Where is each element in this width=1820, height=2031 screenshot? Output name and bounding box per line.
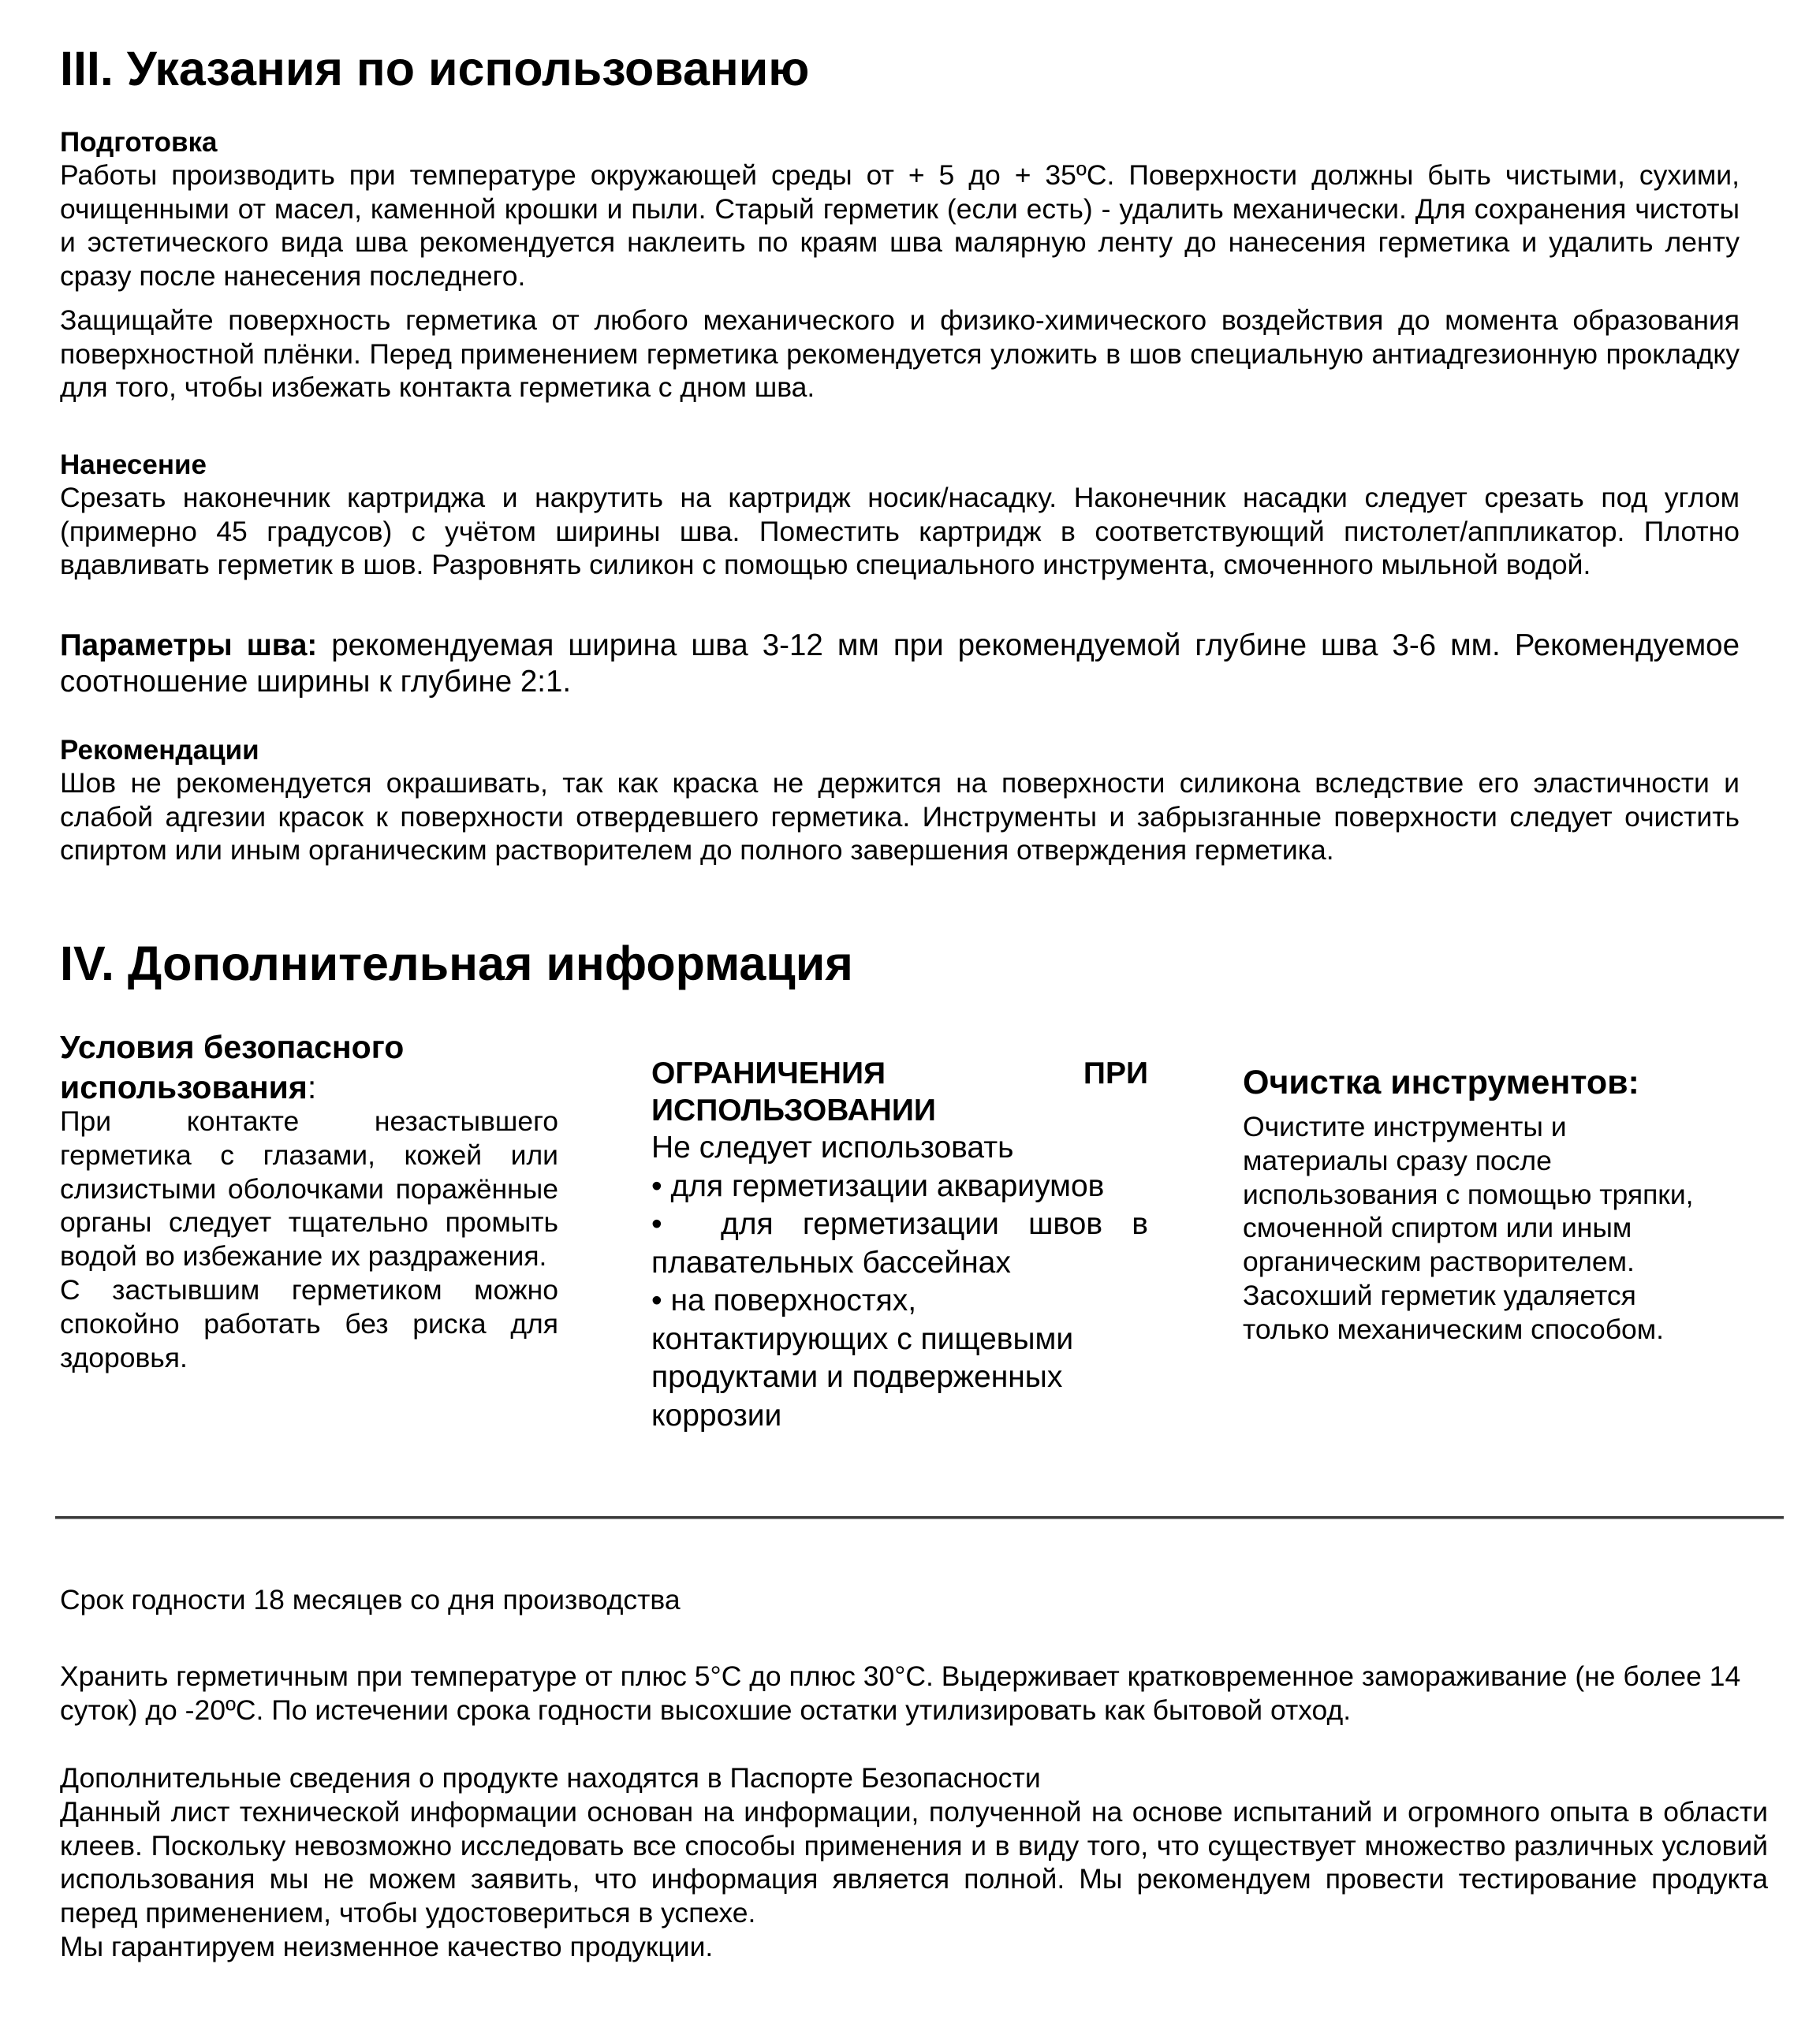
horizontal-divider [55,1516,1784,1519]
preparation-paragraph-2: Защищайте поверхность герметика от любого механического и физико-химического воздействия до момента образования поверхностной плёнки. Перед применением герметика рекомендуется уложить в шов специальную антиадгезионную прокладку для того, чтобы избежать контакта герметика с дном шва. [60,304,1740,403]
restrictions-heading-word-1: ОГРАНИЧЕНИЯ [651,1056,886,1090]
safe-use-paragraph-2: С застывшим герметиком можно спокойно работать без риска для здоровья. [60,1273,558,1373]
bullet-icon: • [651,1284,662,1317]
joint-params-text: рекомендуемая ширина шва 3-12 мм при рекомендуемой глубине шва 3-6 мм. Рекомендуемое соотношение ширины к глубине 2:1. [60,628,1740,699]
safe-use-column [60,1027,558,1374]
cleaning-line: смоченной спиртом или иным [1243,1212,1632,1244]
section-4-title: IV. Дополнительная информация [60,937,853,990]
restrictions-item-text: для герметизации аквариумов [670,1168,1105,1203]
recommendations-paragraph: Шов не рекомендуется окрашивать, так как краска не держится на поверхности силикона вследствие его эластичности и слабой адгезии красок к поверхности отвердевшего герметика. Инструменты и забрызганные поверхности следует очистить спиртом или иным органическим растворителем до полного завершения отверждения герметика. [60,767,1740,866]
bullet-icon: • [651,1168,662,1203]
restrictions-item-text: на поверхностях, контактирующих с пищевыми продуктами и подверженных коррозии [651,1284,1074,1433]
restrictions-intro: Не следует использовать [651,1131,1014,1165]
restrictions-item [651,1206,1148,1282]
disclaimer-text: Данный лист технической информации основан на информации, полученной на основе испытаний и огромного опыта в области клеев. Поскольку невозможно исследовать все способы применения и в виду того, что существует множество различных условий использования мы не можем заявить, что информация является полной. Мы рекомендуем провести тестирование продукта перед применением, чтобы удостовериться в успехе. [60,1796,1768,1929]
safe-use-heading-colon: : [307,1069,317,1105]
cleaning-column [1243,1060,1747,1347]
safe-use-heading-line-2 [60,1068,558,1108]
restrictions-item-text: для герметизации швов в плавательных бассейнах [651,1207,1148,1280]
joint-params-paragraph [60,628,1740,700]
cleaning-heading: Очистка инструментов: [1243,1064,1639,1101]
cleaning-line: использования с помощью тряпки, [1243,1178,1694,1210]
bullet-icon: • [651,1207,662,1241]
guarantee-text: Мы гарантируем неизменное качество продукции. [60,1931,714,1962]
restrictions-column [651,1055,1148,1435]
preparation-heading: Подготовка [60,127,218,158]
cleaning-line: Очистите инструменты и [1243,1111,1567,1142]
safety-passport-text: Дополнительные сведения о продукте находятся в Паспорте Безопасности [60,1762,1041,1794]
cleaning-text [1243,1110,1747,1347]
application-paragraph: Срезать наконечник картриджа и накрутить на картридж носик/насадку. Наконечник насадки следует срезать под углом (примерно 45 градусов) с учётом ширины шва. Поместить картридж в соответствующий пистолет/аппликатор. Плотно вдавливать герметик в шов. Разровнять силикон с помощью специального инструмента, смоченного мыльной водой. [60,482,1740,580]
application-heading: Нанесение [60,449,207,480]
safe-use-heading-word: использования [60,1069,308,1105]
storage-text: Хранить герметичным при температуре от плюс 5°С до плюс 30°С. Выдерживает кратковременное замораживание (не более 14 суток) до -20ºС. По истечении срока годности высохшие остатки утилизировать как бытовой отход. [60,1660,1741,1726]
recommendations-heading: Рекомендации [60,735,259,766]
restrictions-item [651,1282,1124,1435]
cleaning-line: только механическим способом. [1243,1313,1665,1345]
shelf-life-text: Срок годности 18 месяцев со дня производства [60,1584,681,1615]
restrictions-heading-line-2: ИСПОЛЬЗОВАНИИ [651,1094,936,1127]
section-3-title: III. Указания по использованию [60,42,810,95]
restrictions-item [651,1168,1148,1206]
cleaning-line: Засохший герметик удаляется [1243,1279,1636,1311]
safe-use-heading-line-1: Условия безопасного [60,1029,405,1065]
preparation-paragraph-1: Работы производить при температуре окружающей среды от + 5 до + 35ºС. Поверхности должны быть чистыми, сухими, очищенными от масел, каменной крошки и пыли. Старый герметик (если есть) - удалить механически. Для сохранения чистоты и эстетического вида шва рекомендуется наклеить по краям шва малярную ленту до нанесения герметика и удалить ленту сразу после нанесения последнего. [60,159,1740,292]
safe-use-heading [60,1027,558,1108]
restrictions-heading [651,1055,1148,1129]
joint-params-label: Параметры шва: [60,628,318,662]
cleaning-line: органическим растворителем. [1243,1246,1635,1278]
restrictions-heading-word-2: ПРИ [1083,1056,1148,1090]
safe-use-paragraph-1: При контакте незастывшего герметика с глазами, кожей или слизистыми оболочками поражённые органы следует тщательно промыть водой во избежание их раздражения. [60,1105,558,1273]
restrictions-heading-line-1 [651,1055,1148,1092]
cleaning-line: материалы сразу после [1243,1144,1552,1176]
